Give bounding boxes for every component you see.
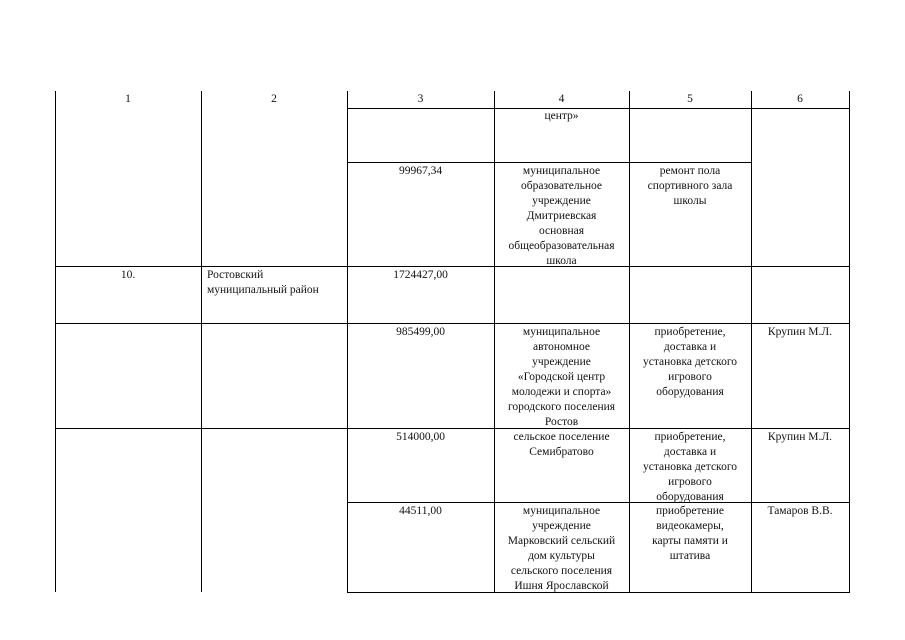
amount-cell: 514000,00 xyxy=(396,431,445,443)
responsible-cell: Тамаров В.В. xyxy=(767,505,833,517)
purpose-cell: приобретение видеокамеры, карты памяти и штатива xyxy=(652,505,728,562)
header-col-5: 5 xyxy=(687,93,693,105)
amount-cell: 44511,00 xyxy=(399,505,442,517)
header-col-2: 2 xyxy=(271,93,277,105)
recipient-cell: муниципальное автономное учреждение «Городской центр молодежи и спорта» городского поселения Ростов xyxy=(507,326,616,428)
purpose-cell: ремонт пола спортивного зала школы xyxy=(647,165,733,207)
recipient-cell: сельское поселение Семибратово xyxy=(513,431,610,458)
row-number-cell: 10. xyxy=(120,269,136,281)
header-col-6: 6 xyxy=(797,93,803,105)
recipient-cell: центр» xyxy=(544,110,579,122)
header-col-3: 3 xyxy=(417,93,424,105)
header-col-4: 4 xyxy=(558,93,565,105)
purpose-cell: приобретение, доставка и установка детского игрового оборудования xyxy=(642,326,737,398)
recipient-cell: муниципальное учреждение Марковский сельский дом культуры сельского поселения Ишня Ярославской xyxy=(507,505,616,592)
purpose-cell: приобретение, доставка и установка детского игрового оборудования xyxy=(642,431,737,503)
responsible-cell: Крупин М.Л. xyxy=(767,326,833,338)
amount-cell: 985499,00 xyxy=(396,326,445,338)
district-cell: Ростовский муниципальный район xyxy=(207,269,319,296)
header-col-1: 1 xyxy=(125,93,131,105)
recipient-cell: муниципальное образовательное учреждение Дмитриевская основная общеобразовательная школа xyxy=(508,165,615,267)
amount-cell: 1724427,00 xyxy=(393,269,448,281)
responsible-cell: Крупин М.Л. xyxy=(767,431,833,443)
amount-cell: 99967,34 xyxy=(398,165,443,177)
